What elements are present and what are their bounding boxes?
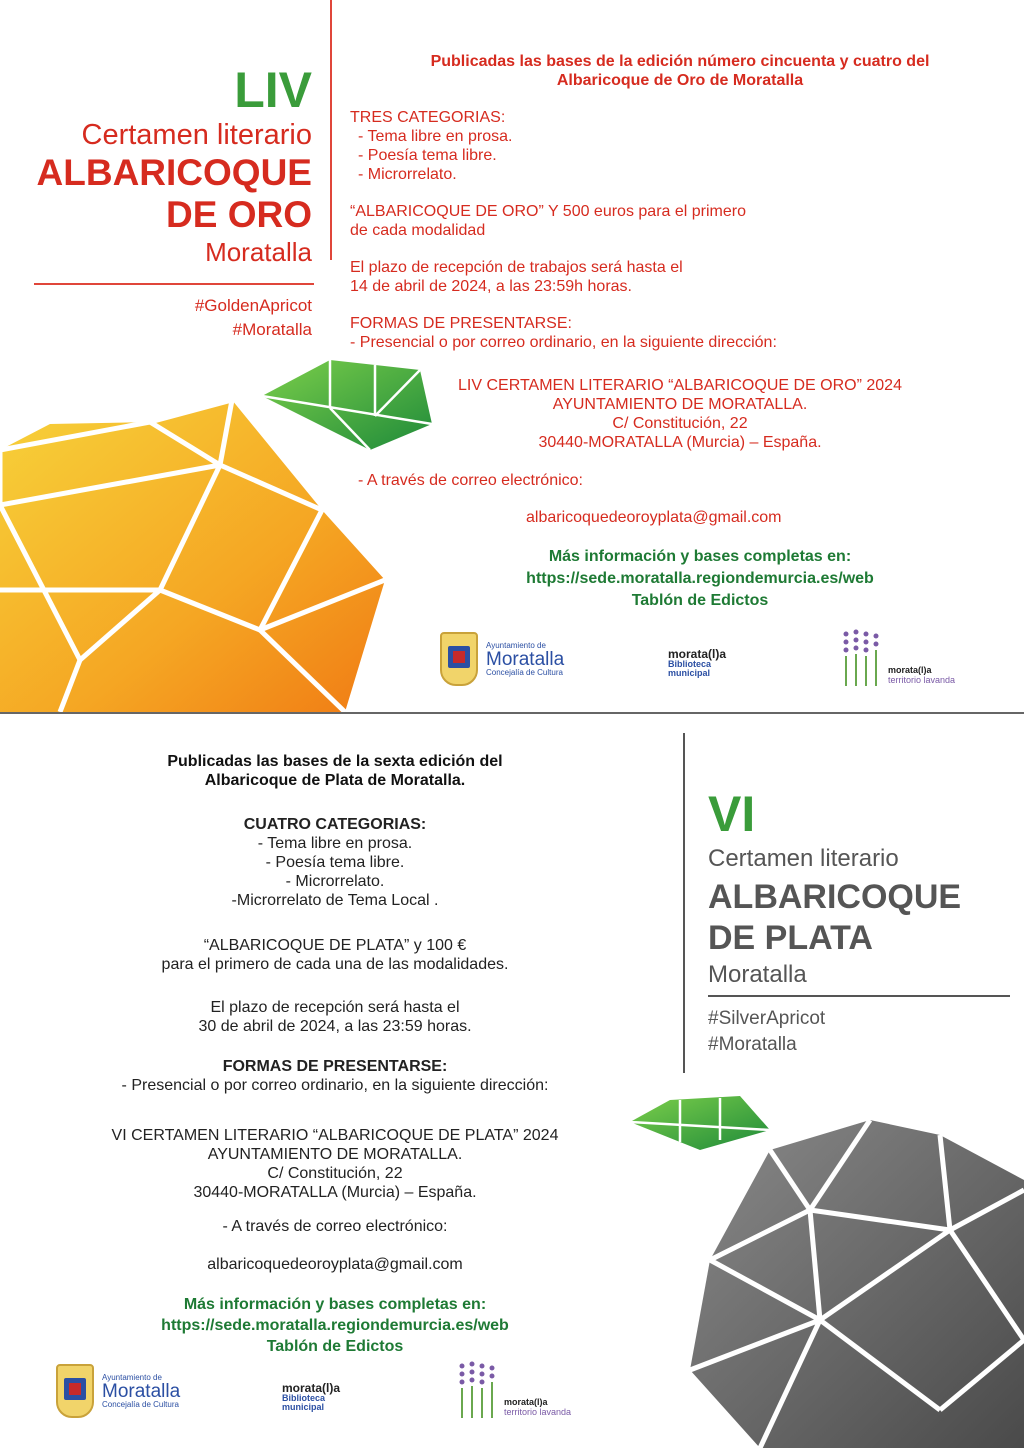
category: - Tema libre en prosa. (358, 128, 513, 145)
contest-name-line2: DE PLATA (708, 919, 873, 957)
headline: Publicadas las bases de la edición número cincuenta y cuatro del Albaricoque de Oro de Moratalla (430, 53, 930, 89)
contest-name-line1: ALBARICOQUE (36, 152, 312, 193)
lavender-icon (454, 1360, 500, 1418)
lavender-territory-logo: morata(l)a territorio lavanda (838, 628, 955, 686)
category: -Microrrelato de Tema Local . (231, 892, 439, 909)
more-info (30, 1294, 640, 1357)
prize-text: “ALBARICOQUE DE ORO” Y 500 euros para el primero (350, 203, 746, 220)
silver-apricot-illustration (620, 1090, 1024, 1448)
bottom-vertical-rule (683, 733, 685, 1073)
forms-title: FORMAS DE PRESENTARSE: (350, 315, 572, 332)
website-link[interactable]: https://sede.moratalla.regiondemurcia.es/web (161, 1317, 509, 1334)
contest-subtitle: Certamen literario (81, 119, 312, 151)
hashtag: #Moratalla (232, 320, 312, 339)
sponsor-logos (56, 1358, 616, 1428)
email-intro: - A través de correo electrónico: (358, 472, 583, 489)
category: - Microrrelato. (285, 873, 385, 890)
hashtag: #GoldenApricot (194, 296, 312, 315)
top-vertical-rule (330, 0, 332, 260)
shield-icon (440, 632, 478, 686)
deadline-text: El plazo de recepción de trabajos será hasta el (350, 259, 683, 276)
contest-name-line1: ALBARICOQUE (708, 878, 962, 916)
prize-text: “ALBARICOQUE DE PLATA” y 100 € para el primero de cada una de las modalidades. (161, 937, 509, 973)
library-logo: morata(l)a Biblioteca municipal (668, 647, 727, 678)
forms (30, 1057, 640, 1095)
deadline-text: El plazo de recepción será hasta el 30 de abril de 2024, a las 23:59 horas. (198, 999, 472, 1035)
contest-name-line2: DE ORO (166, 194, 312, 235)
info-text: Más información y bases completas en: (548, 548, 852, 565)
gold-apricot-illustration (0, 360, 440, 712)
edition-number: LIV (234, 62, 312, 118)
deadline-text: 14 de abril de 2024, a las 23:59h horas. (350, 278, 632, 295)
hashtags (195, 294, 312, 342)
lavender-territory-logo: morata(l)a territorio lavanda (454, 1360, 571, 1418)
categories-title: TRES CATEGORIAS: (350, 109, 506, 126)
forms-title: FORMAS DE PRESENTARSE: (222, 1058, 448, 1075)
top-title-block (0, 62, 312, 268)
hashtag: #SilverApricot (708, 1008, 826, 1029)
rules-text (350, 108, 777, 352)
contest-subtitle: Certamen literario (708, 845, 899, 872)
categories-title: CUATRO CATEGORIAS: (243, 816, 427, 833)
postal-address: LIV CERTAMEN LITERARIO “ALBARICOQUE DE ORO” 2024 AYUNTAMIENTO DE MORATALLA. C/ Constitución, 22 30440-MORATALLA (Murcia) – España. (458, 377, 902, 451)
bulletin-board-text: Tablón de Edictos (631, 592, 769, 609)
town-name: Moratalla (708, 961, 807, 988)
town-hall-logo: Ayuntamiento de Moratalla Concejalía de Cultura (56, 1364, 180, 1418)
bulletin-board-text: Tablón de Edictos (266, 1338, 404, 1355)
category: - Poesía tema libre. (265, 854, 405, 871)
category: - Poesía tema libre. (358, 147, 497, 164)
sponsor-logos (440, 628, 980, 694)
forms-line: - Presencial o por correo ordinario, en la siguiente dirección: (121, 1077, 549, 1094)
postal-address: VI CERTAMEN LITERARIO “ALBARICOQUE DE PLATA” 2024 AYUNTAMIENTO DE MORATALLA. C/ Constitución, 22 30440-MORATALLA (Murcia) – España. (111, 1127, 559, 1201)
category: - Microrrelato. (358, 166, 457, 183)
website-link[interactable]: https://sede.moratalla.regiondemurcia.es/web (526, 570, 874, 587)
categories (30, 815, 640, 910)
hashtag: #Moratalla (708, 1034, 797, 1055)
section-divider (0, 712, 1024, 714)
email-intro: - A través de correo electrónico: (222, 1218, 448, 1235)
prize-text: de cada modalidad (350, 222, 486, 239)
category: - Tema libre en prosa. (257, 835, 413, 852)
bottom-horizontal-rule (708, 995, 1010, 997)
hashtags (708, 1006, 825, 1058)
town-hall-logo: Ayuntamiento de Moratalla Concejalía de Cultura (440, 632, 564, 686)
shield-icon (56, 1364, 94, 1418)
email-link[interactable]: albaricoquedeoroyplata@gmail.com (526, 509, 782, 526)
forms-line: - Presencial o por correo ordinario, en la siguiente dirección: (350, 334, 777, 351)
headline: Publicadas las bases de la sexta edición del Albaricoque de Plata de Moratalla. (167, 753, 503, 789)
info-text: Más información y bases completas en: (183, 1296, 487, 1313)
email-link[interactable]: albaricoquedeoroyplata@gmail.com (207, 1256, 463, 1273)
lavender-icon (838, 628, 884, 686)
edition-number: VI (708, 786, 756, 842)
library-logo: morata(l)a Biblioteca municipal (282, 1381, 341, 1412)
more-info (440, 546, 960, 612)
top-horizontal-rule (34, 283, 314, 285)
town-name: Moratalla (205, 237, 312, 267)
